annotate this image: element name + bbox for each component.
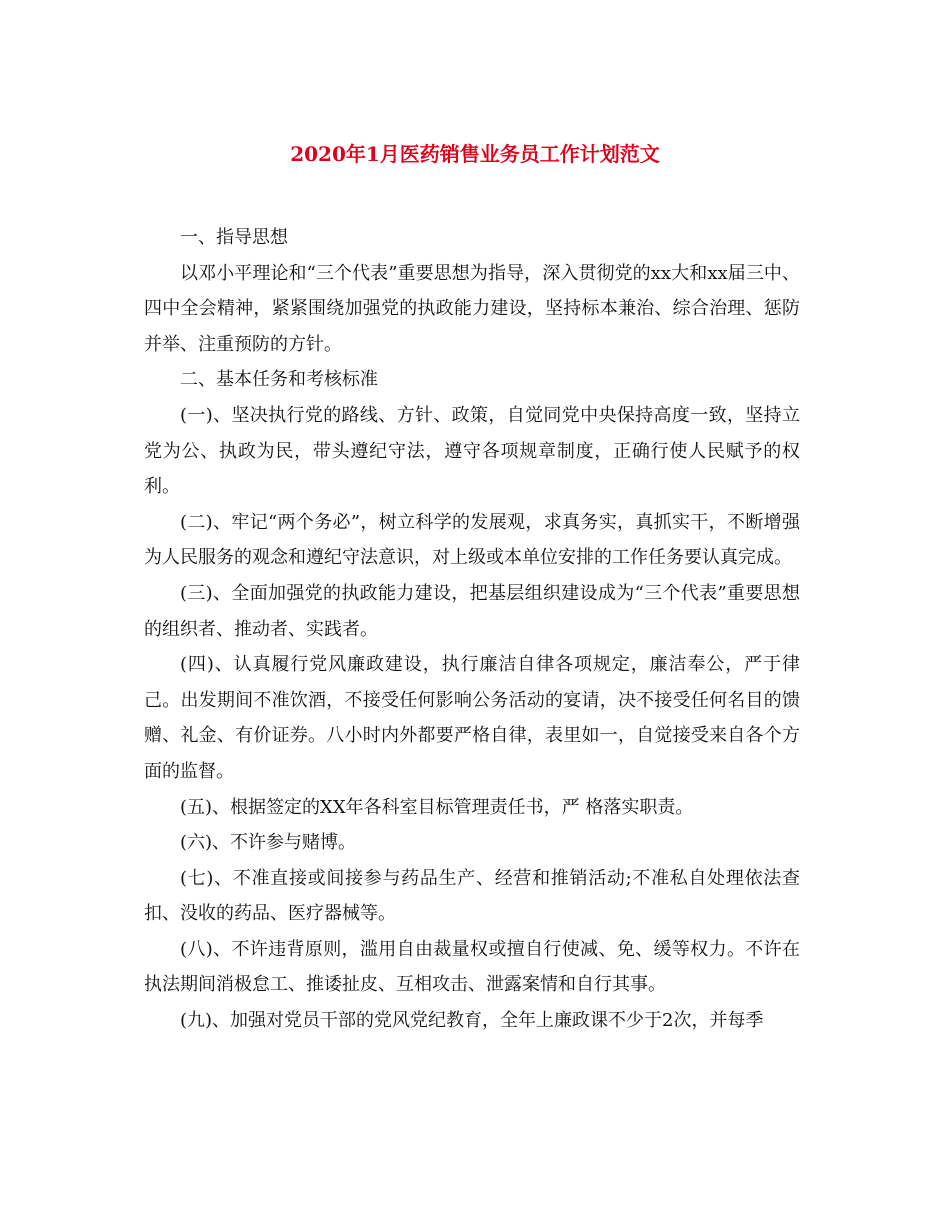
paragraph-item-7: (七)、不准直接或间接参与药品生产、经营和推销活动;不准私自处理依法查扣、没收的药品、医疗器械等。 <box>144 867 800 925</box>
paragraph-item-2: (二)、牢记“两个务必”，树立科学的发展观，求真务实，真抓实干，不断增强为人民服务的观念和遵纪守法意识，对上级或本单位安排的工作任务要认真完成。 <box>144 511 800 569</box>
paragraph-item-8: (八)、不许违背原则，滥用自由裁量权或擅自行使减、免、缓等权力。不许在执法期间消极怠工、推诿扯皮、互相攻击、泄露案情和自行其事。 <box>144 938 800 996</box>
heading-guiding-ideology: 一、指导思想 <box>180 227 288 248</box>
paragraph-guiding-ideology: 以邓小平理论和“三个代表”重要思想为指导，深入贯彻党的xx大和xx届三中、四中全会精神，紧紧围绕加强党的执政能力建设，坚持标本兼治、综合治理、惩防并举、注重预防的方针。 <box>144 262 800 355</box>
heading-basic-tasks: 二、基本任务和考核标准 <box>180 369 378 391</box>
paragraph-item-3: (三)、全面加强党的执政能力建设，把基层组织建设成为“三个代表”重要思想的组织者、推动者、实践者。 <box>144 582 800 640</box>
document-body <box>144 220 800 1039</box>
paragraph-item-9: (九)、加强对党员干部的党风党纪教育，全年上廉政课不少于2次，并每季 <box>180 1010 764 1032</box>
paragraph-item-1: (一)、坚决执行党的路线、方针、政策，自觉同党中央保持高度一致，坚持立党为公、执政为民，带头遵纪守法，遵守各项规章制度，正确行使人民赋予的权利。 <box>144 404 800 498</box>
document-title: 2020年1月医药销售业务员工作计划范文 <box>290 142 660 166</box>
paragraph-item-5: (五)、根据签定的XX年各科室目标管理责任书，严 格落实职责。 <box>180 796 694 818</box>
paragraph-item-4: (四)、认真履行党风廉政建设，执行廉洁自律各项规定，廉洁奉公，严于律己。出发期间不准饮酒，不接受任何影响公务活动的宴请，决不接受任何名目的馈赠、礼金、有价证券。八小时内外都要严格自律，表里如一，自觉接受来自各个方面的监督。 <box>144 654 800 782</box>
paragraph-item-6: (六)、不许参与赌博。 <box>180 832 357 854</box>
